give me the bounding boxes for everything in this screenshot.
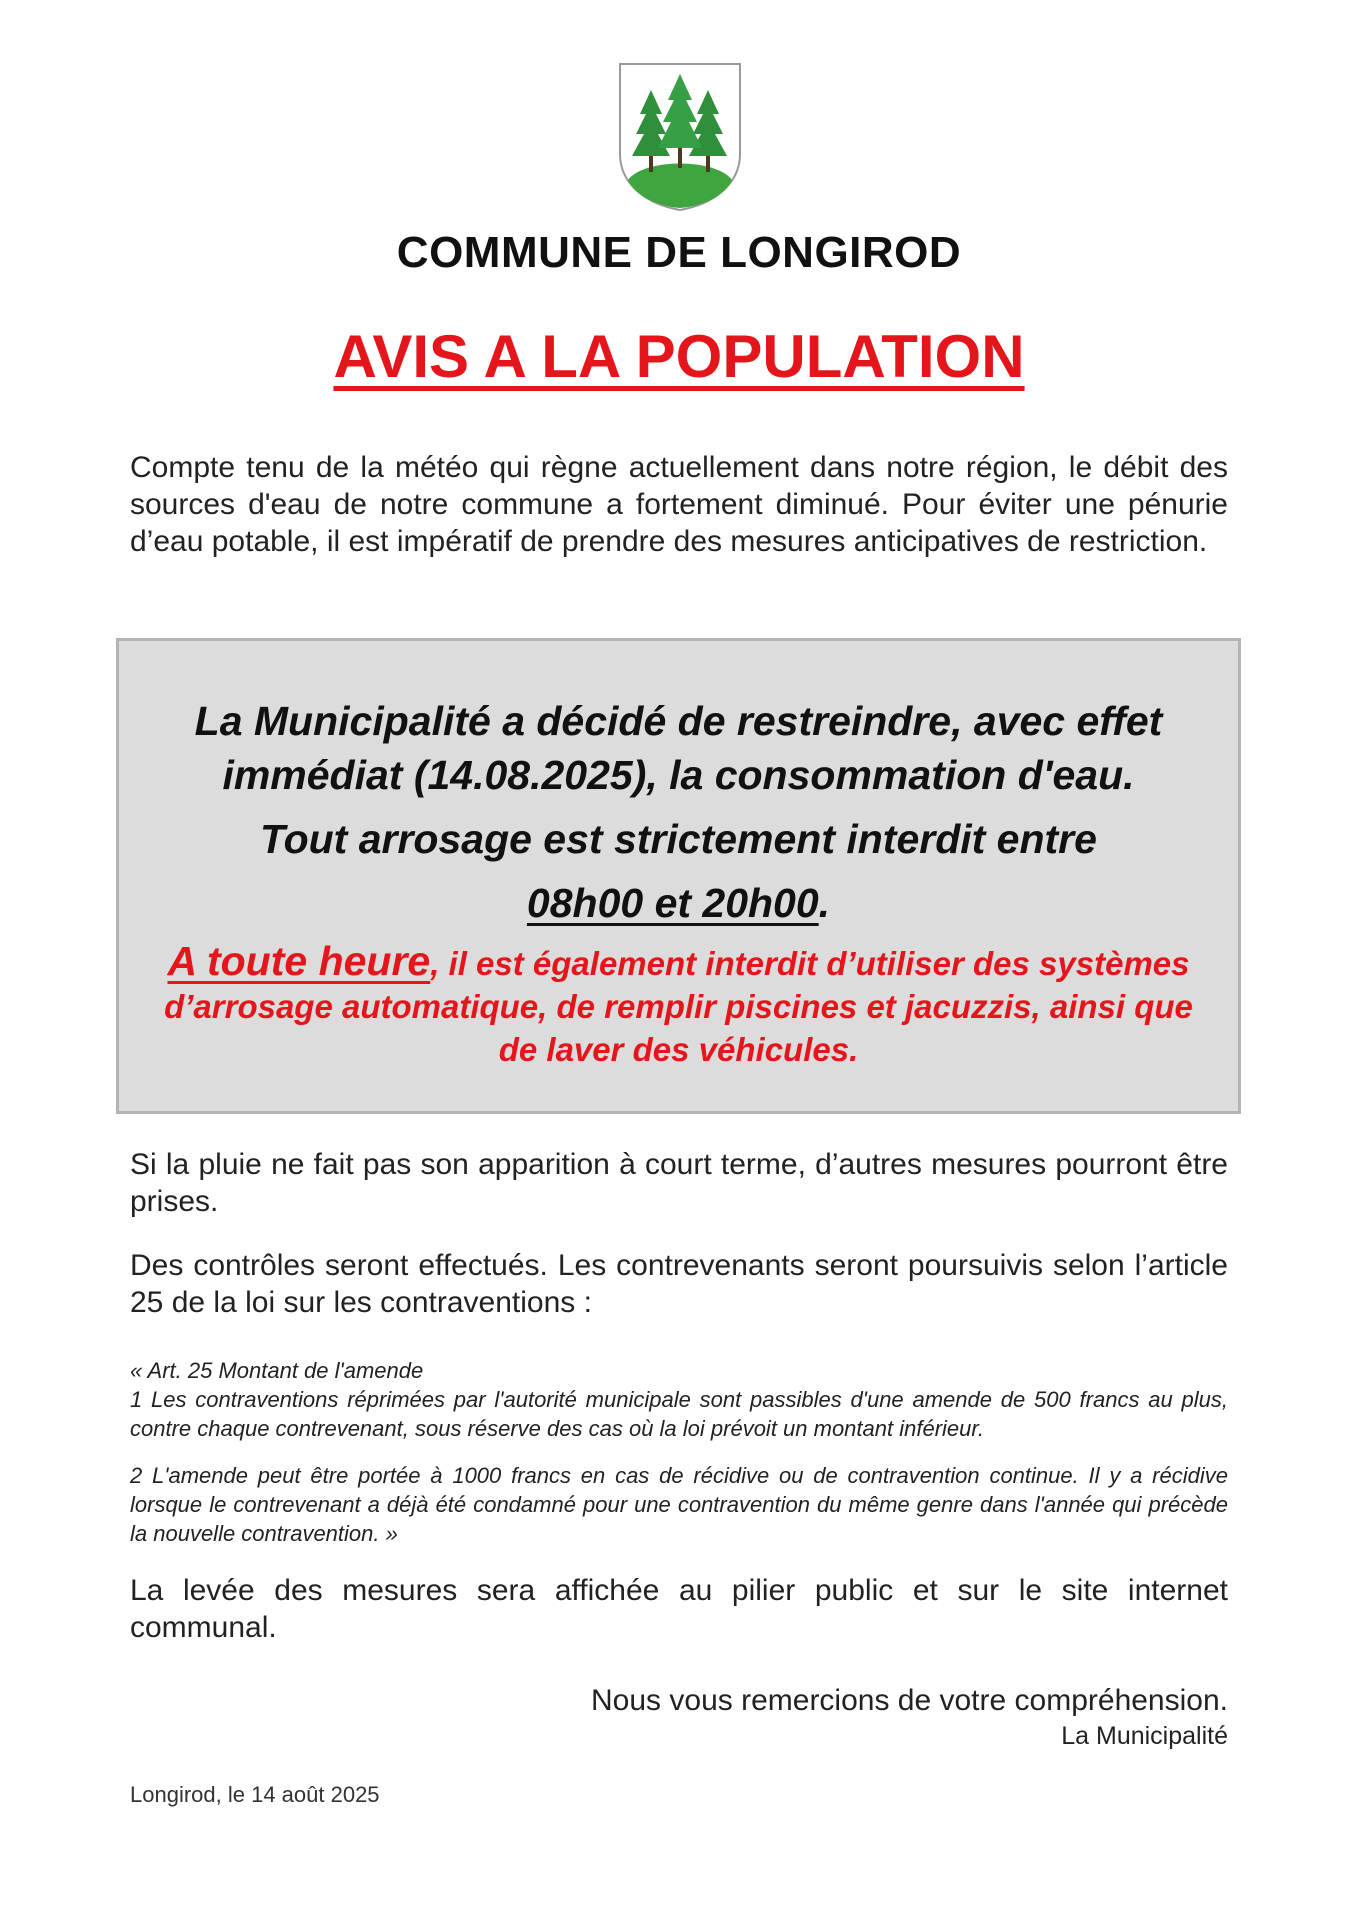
restriction-time: [119, 876, 1238, 930]
anytime-prohibition: [119, 940, 1238, 1071]
restriction-line-3: Tout arrosage est strictement interdit entre: [260, 816, 1097, 862]
anytime-lead: A toute heure: [167, 938, 431, 984]
intro-paragraph: Compte tenu de la météo qui règne actuellement dans notre région, le débit des sources d'eau de notre commune a fortement diminué. Pour éviter une pénurie d’eau potable, il est impératif de prendre des mesures anticipatives de restriction.: [130, 451, 1228, 558]
law-item-2: 2 L'amende peut être portée à 1000 francs en cas de récidive ou de contravention continue. Il y a récidive lorsque le contrevenant a déjà été condamné pour une contravention du même genre dans l'année qui précède la nouvelle contravention. »: [130, 1463, 1228, 1546]
restriction-line-1: La Municipalité a décidé de restreindre, avec effet: [194, 698, 1163, 744]
law-article-part-1: [130, 1356, 1228, 1443]
coat-of-arms-logo: [618, 62, 742, 212]
controls-paragraph: Des contrôles seront effectués. Les contrevenants seront poursuivis selon l’article 25 de la loi sur les contraventions :: [130, 1249, 1228, 1319]
rain-paragraph: Si la pluie ne fait pas son apparition à court terme, d’autres mesures pourront être prises.: [130, 1148, 1228, 1218]
lifting-paragraph: La levée des mesures sera affichée au pilier public et sur le site internet communal.: [130, 1574, 1228, 1644]
thanks-line: Nous vous remercions de votre compréhension.: [591, 1684, 1228, 1717]
anytime-text: , il est également interdit d’utiliser des systèmes d’arrosage automatique, de remplir piscines et jacuzzis, ainsi que de laver des véhicules.: [164, 945, 1193, 1068]
commune-name: COMMUNE DE LONGIROD: [396, 228, 962, 277]
restriction-box: [116, 638, 1241, 1114]
notice-title-text: AVIS A LA POPULATION: [333, 323, 1025, 390]
restriction-line-2: immédiat (14.08.2025), la consommation d'eau.: [222, 752, 1135, 798]
restriction-time-range: 08h00 et 20h00: [526, 880, 819, 926]
notice-title: [0, 322, 1358, 391]
signature: La Municipalité: [1061, 1722, 1228, 1750]
law-heading: « Art. 25 Montant de l'amende: [130, 1358, 424, 1383]
law-item-1: 1 Les contraventions réprimées par l'autorité municipale sont passibles d'une amende de 500 francs au plus, contre chaque contrevenant, sous réserve des cas où la loi prévoit un montant inférieur.: [130, 1387, 1228, 1441]
place-date: Longirod, le 14 août 2025: [130, 1782, 380, 1807]
restriction-time-suffix: .: [818, 880, 831, 926]
